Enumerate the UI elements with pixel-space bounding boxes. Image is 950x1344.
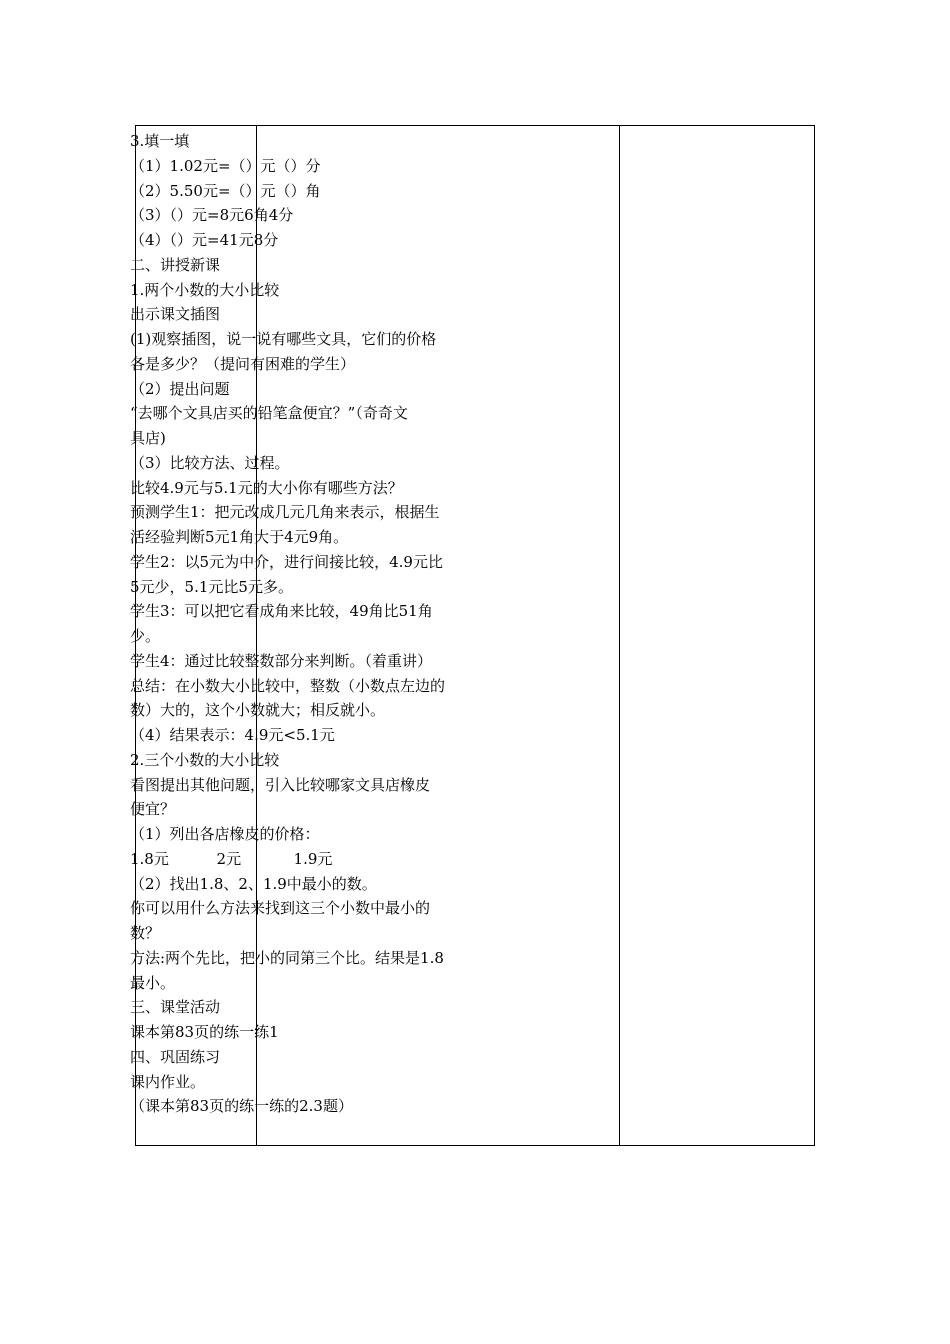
text-line: （课本第83页的练一练的2.3题） bbox=[130, 1097, 353, 1116]
text-line: （2）提出问题 bbox=[130, 379, 230, 398]
text-line: 学生2：以5元为中介，进行间接比较，4.9元比 bbox=[130, 552, 443, 571]
section-heading: 二、讲授新课 bbox=[130, 255, 221, 274]
text-line: 课本第83页的练一练1 bbox=[130, 1023, 279, 1041]
section-heading: 四、巩固练习 bbox=[130, 1047, 221, 1066]
text-line: 活经验判断5元1角大于4元9角。 bbox=[130, 528, 349, 546]
text-line: 总结：在小数大小比较中，整数（小数点左边的 bbox=[130, 676, 446, 695]
text-line: 最小。 bbox=[130, 973, 176, 992]
text-line: 便宜？ bbox=[130, 800, 176, 819]
text-line: 学生3：可以把它看成角来比较，49角比51角 bbox=[130, 602, 433, 621]
text-line: 方法:两个先比，把小的同第三个比。结果是1.8 bbox=[130, 948, 444, 967]
text-line: 1.8元 2元 1.9元 bbox=[130, 849, 333, 868]
text-line: 5元少，5.1元比5元多。 bbox=[130, 577, 293, 596]
text-line: 3.填一填 bbox=[130, 132, 190, 150]
text-line: “去哪个文具店买的铅笔盒便宜？”（奇奇文 bbox=[130, 404, 408, 423]
text-line: 你可以用什么方法来找到这三个小数中最小的 bbox=[130, 899, 431, 918]
text-line: 数？ bbox=[130, 924, 161, 942]
text-line: （3）比较方法、过程。 bbox=[130, 453, 290, 472]
text-line: 比较4.9元与5.1元的大小你有哪些方法？ bbox=[130, 478, 403, 497]
text-line: 预测学生1：把元改成几元几角来表示，根据生 bbox=[130, 503, 440, 522]
lesson-content bbox=[130, 129, 480, 1119]
text-line: (1)观察插图，说一说有哪些文具，它们的价格 bbox=[130, 330, 437, 348]
text-line: 学生4：通过比较整数部分来判断。（着重讲） bbox=[130, 651, 433, 670]
text-line: 数）大的，这个小数就大；相反就小。 bbox=[130, 701, 386, 720]
text-line: （3）（）元=8元6角4分 bbox=[130, 206, 294, 225]
text-line: （4）（）元=41元8分 bbox=[130, 231, 279, 249]
text-line: 各是多少？（提问有困难的学生） bbox=[130, 354, 356, 373]
section-heading: 三、课堂活动 bbox=[130, 998, 221, 1017]
table-column-right bbox=[620, 126, 814, 1145]
text-line: （4）结果表示：4.9元<5.1元 bbox=[130, 726, 335, 744]
text-line: （2）5.50元=（）元（）角 bbox=[130, 181, 321, 200]
text-line: 2.三个小数的大小比较 bbox=[130, 750, 280, 769]
text-line: 少。 bbox=[130, 627, 161, 645]
text-line: 具店) bbox=[130, 429, 166, 447]
text-line: 看图提出其他问题，引入比较哪家文具店橡皮 bbox=[130, 775, 431, 794]
text-line: （2）找出1.8、2、1.9中最小的数。 bbox=[130, 874, 377, 893]
text-line: 课内作业。 bbox=[130, 1072, 206, 1091]
text-line: （1）列出各店橡皮的价格： bbox=[130, 825, 320, 843]
text-line: 1.两个小数的大小比较 bbox=[130, 280, 280, 299]
text-line: （1）1.02元=（）元（）分 bbox=[130, 156, 321, 175]
text-line: 出示课文插图 bbox=[130, 305, 221, 324]
